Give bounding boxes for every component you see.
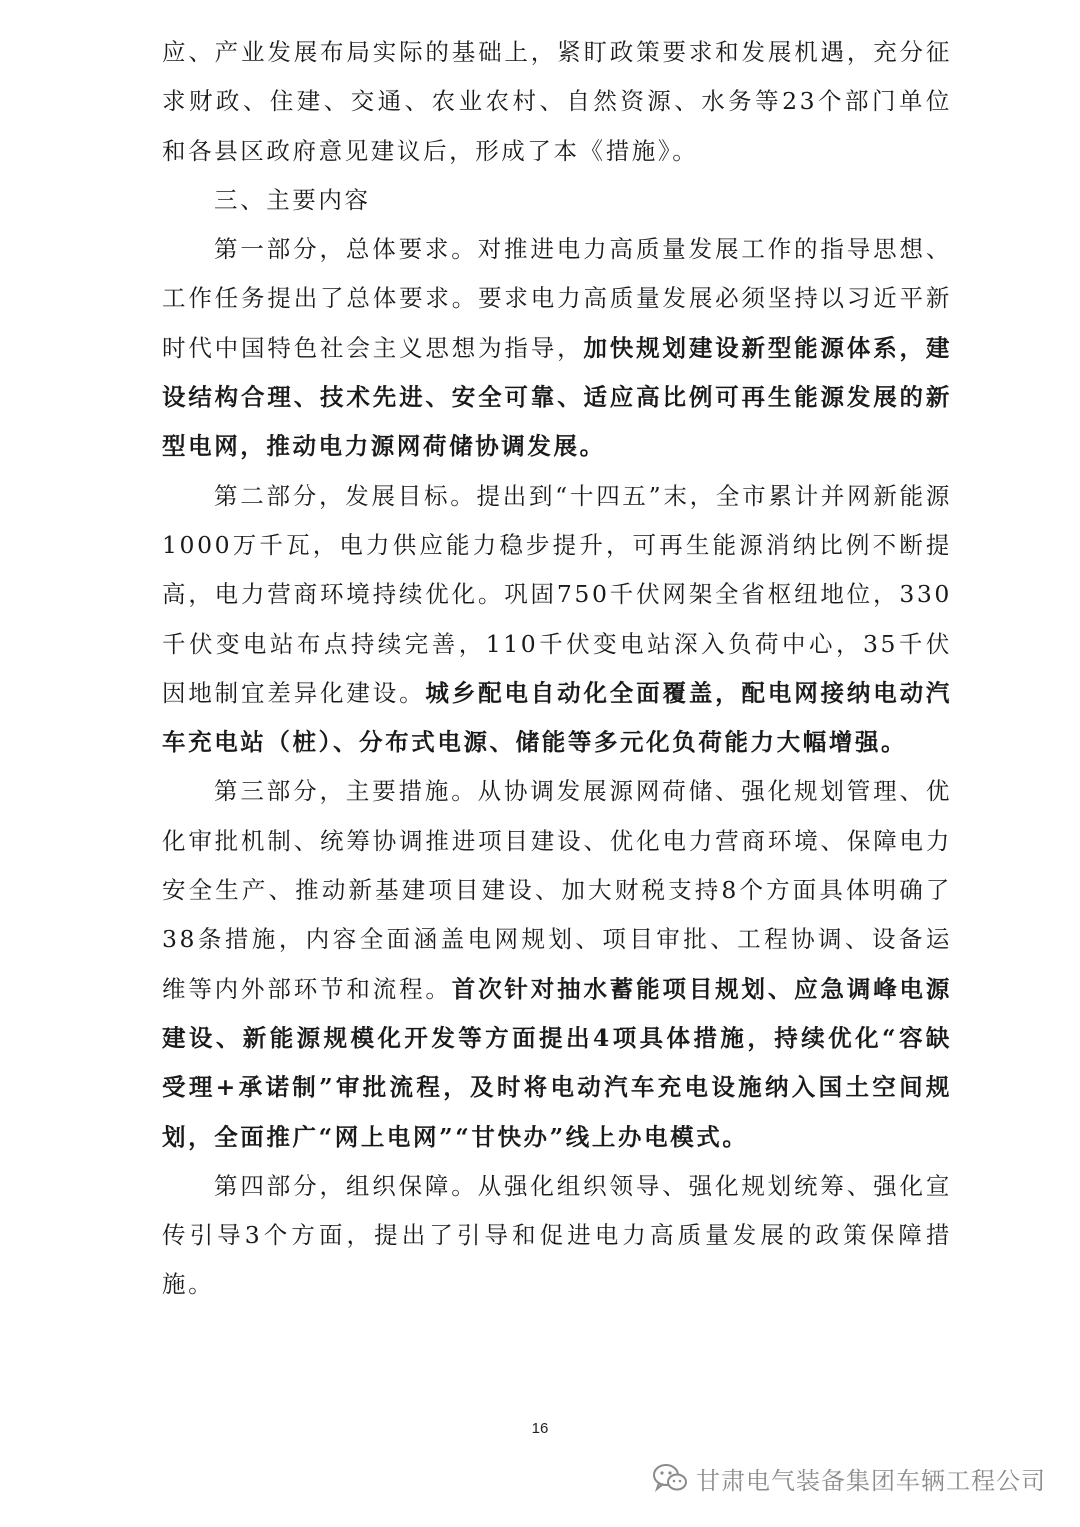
text-segment: 应、产业发展布局实际的基础上，紧盯政策要求和发展机遇，充分征求财政、住建、交通、农业农村、自然资源、水务等23个部门单位和各县区政府意见建议后，形成了本《措施》。 (162, 38, 952, 165)
text-segment: 三、主要内容 (214, 185, 371, 214)
bold-text-segment: 城乡配电自动化全面覆盖，配电网接纳电动汽车充电站（桩）、分布式电源、储能等多元化负荷能力大幅增强。 (162, 678, 953, 757)
document-body (162, 28, 952, 1310)
paragraph-1 (162, 28, 952, 176)
paragraph-part-4 (162, 1162, 952, 1310)
text-segment: 第三部分，主要措施。从协调发展源网荷储、强化规划管理、优化审批机制、统筹协调推进项目建设、优化电力营商环境、保障电力安全生产、推动新基建项目建设、加大财税支持8个方面具体明确了38条措施，内容全面涵盖电网规划、项目审批、工程协调、设备运维等内外部环节和流程。 (162, 777, 952, 1003)
text-segment: 第四部分，组织保障。从强化组织领导、强化规划统筹、强化宣传引导3个方面，提出了引导和促进电力高质量发展的政策保障措施。 (162, 1171, 952, 1299)
watermark-text: 甘肃电气装备集团车辆工程公司 (696, 1466, 1046, 1495)
watermark (652, 1458, 1046, 1498)
bold-text-segment: 加快规划建设新型能源体系，建设结构合理、技术先进、安全可靠、适应高比例可再生能源发展的新型电网，推动电力源网荷储协调发展。 (162, 333, 952, 461)
paragraph-part-2 (162, 472, 952, 768)
paragraph-part-3 (162, 767, 952, 1161)
paragraph-part-1 (162, 225, 952, 471)
section-heading (162, 176, 952, 225)
page-number: 16 (531, 1420, 549, 1437)
bold-text-segment: 首次针对抽水蓄能项目规划、应急调峰电源建设、新能源规模化开发等方面提出4项具体措施，持续优化“容缺受理+承诺制”审批流程，及时将电动汽车充电设施纳入国土空间规划，全面推广“网上电网”“甘快办”线上办电模式。 (162, 974, 952, 1151)
text-segment: 第二部分，发展目标。提出到“十四五”末，全市累计并网新能源1000万千瓦，电力供应能力稳步提升，可再生能源消纳比例不断提高，电力营商环境持续优化。巩固750千伏网架全省枢纽地位，330千伏变电站布点持续完善，110千伏变电站深入负荷中心，35千伏因地制宜差异化建设。 (162, 481, 952, 707)
wechat-icon (652, 1463, 688, 1493)
text-segment: 第一部分，总体要求。对推进电力高质量发展工作的指导思想、工作任务提出了总体要求。要求电力高质量发展必须坚持以习近平新时代中国特色社会主义思想为指导， (162, 235, 952, 362)
